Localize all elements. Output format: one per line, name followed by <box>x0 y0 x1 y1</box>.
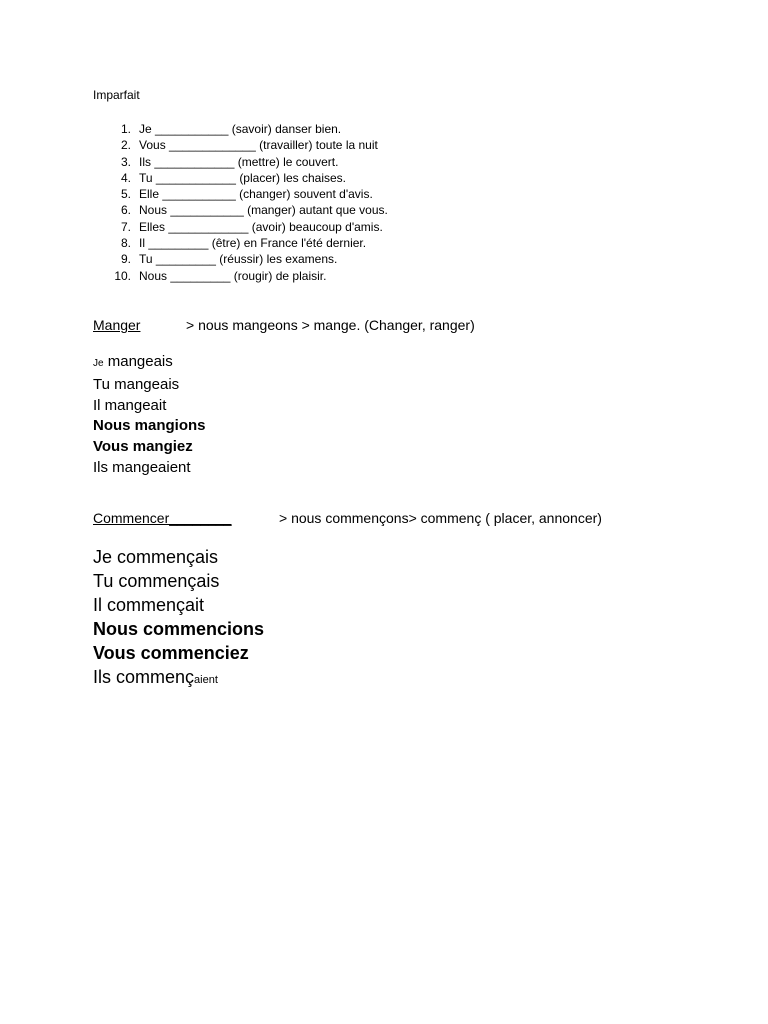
conjugation-vous: Vous mangiez <box>93 438 193 456</box>
list-item: 8. Il _________ (être) en France l'été dernier. <box>120 236 367 251</box>
conjugation-tu: Tu mangeais <box>93 375 180 393</box>
commencer-rule: > nous commençons> commenç ( placer, annoncer) <box>279 510 602 526</box>
manger-rule-line <box>93 317 475 333</box>
conjugation-ils: Ils mangeaient <box>93 458 191 476</box>
list-item: 7. Elles ____________ (avoir) beaucoup d'amis. <box>120 219 383 234</box>
commencer-heading: Commencer________ <box>93 510 232 526</box>
commencer-conjugation <box>93 545 264 692</box>
exercise-list <box>93 121 388 284</box>
list-item: 6. Nous ___________ (manger) autant que vous. <box>120 203 388 218</box>
list-item: 4. Tu ____________ (placer) les chaises. <box>120 170 347 185</box>
conjugation-vous: Vous commenciez <box>93 643 249 663</box>
conjugation-tu: Tu commençais <box>93 571 220 591</box>
conjugation-il: Il commençait <box>93 595 205 615</box>
list-item: 1. Je ___________ (savoir) danser bien. <box>120 122 342 136</box>
manger-conjugation <box>93 352 206 479</box>
conjugation-je: Je mangeais <box>93 353 173 370</box>
conjugation-je: Je commençais <box>93 547 219 567</box>
manger-heading: Manger <box>93 317 141 333</box>
list-item: 5. Elle ___________ (changer) souvent d'avis. <box>120 187 373 202</box>
list-item: 3. Ils ____________ (mettre) le couvert. <box>120 154 339 169</box>
conjugation-il: Il mangeait <box>93 396 167 414</box>
list-item: 2. Vous _____________ (travailler) toute la nuit <box>120 138 378 153</box>
conjugation-nous: Nous mangions <box>93 417 206 435</box>
conjugation-ils: Ils commençaient <box>93 667 218 687</box>
list-item: 9. Tu _________ (réussir) les examens. <box>120 252 338 267</box>
list-item: 10. Nous _________ (rougir) de plaisir. <box>114 268 327 283</box>
commencer-rule-line <box>93 510 602 526</box>
manger-rule: > nous mangeons > mange. (Changer, ranger) <box>186 317 475 333</box>
conjugation-nous: Nous commencions <box>93 619 265 639</box>
page-title: Imparfait <box>93 88 140 102</box>
